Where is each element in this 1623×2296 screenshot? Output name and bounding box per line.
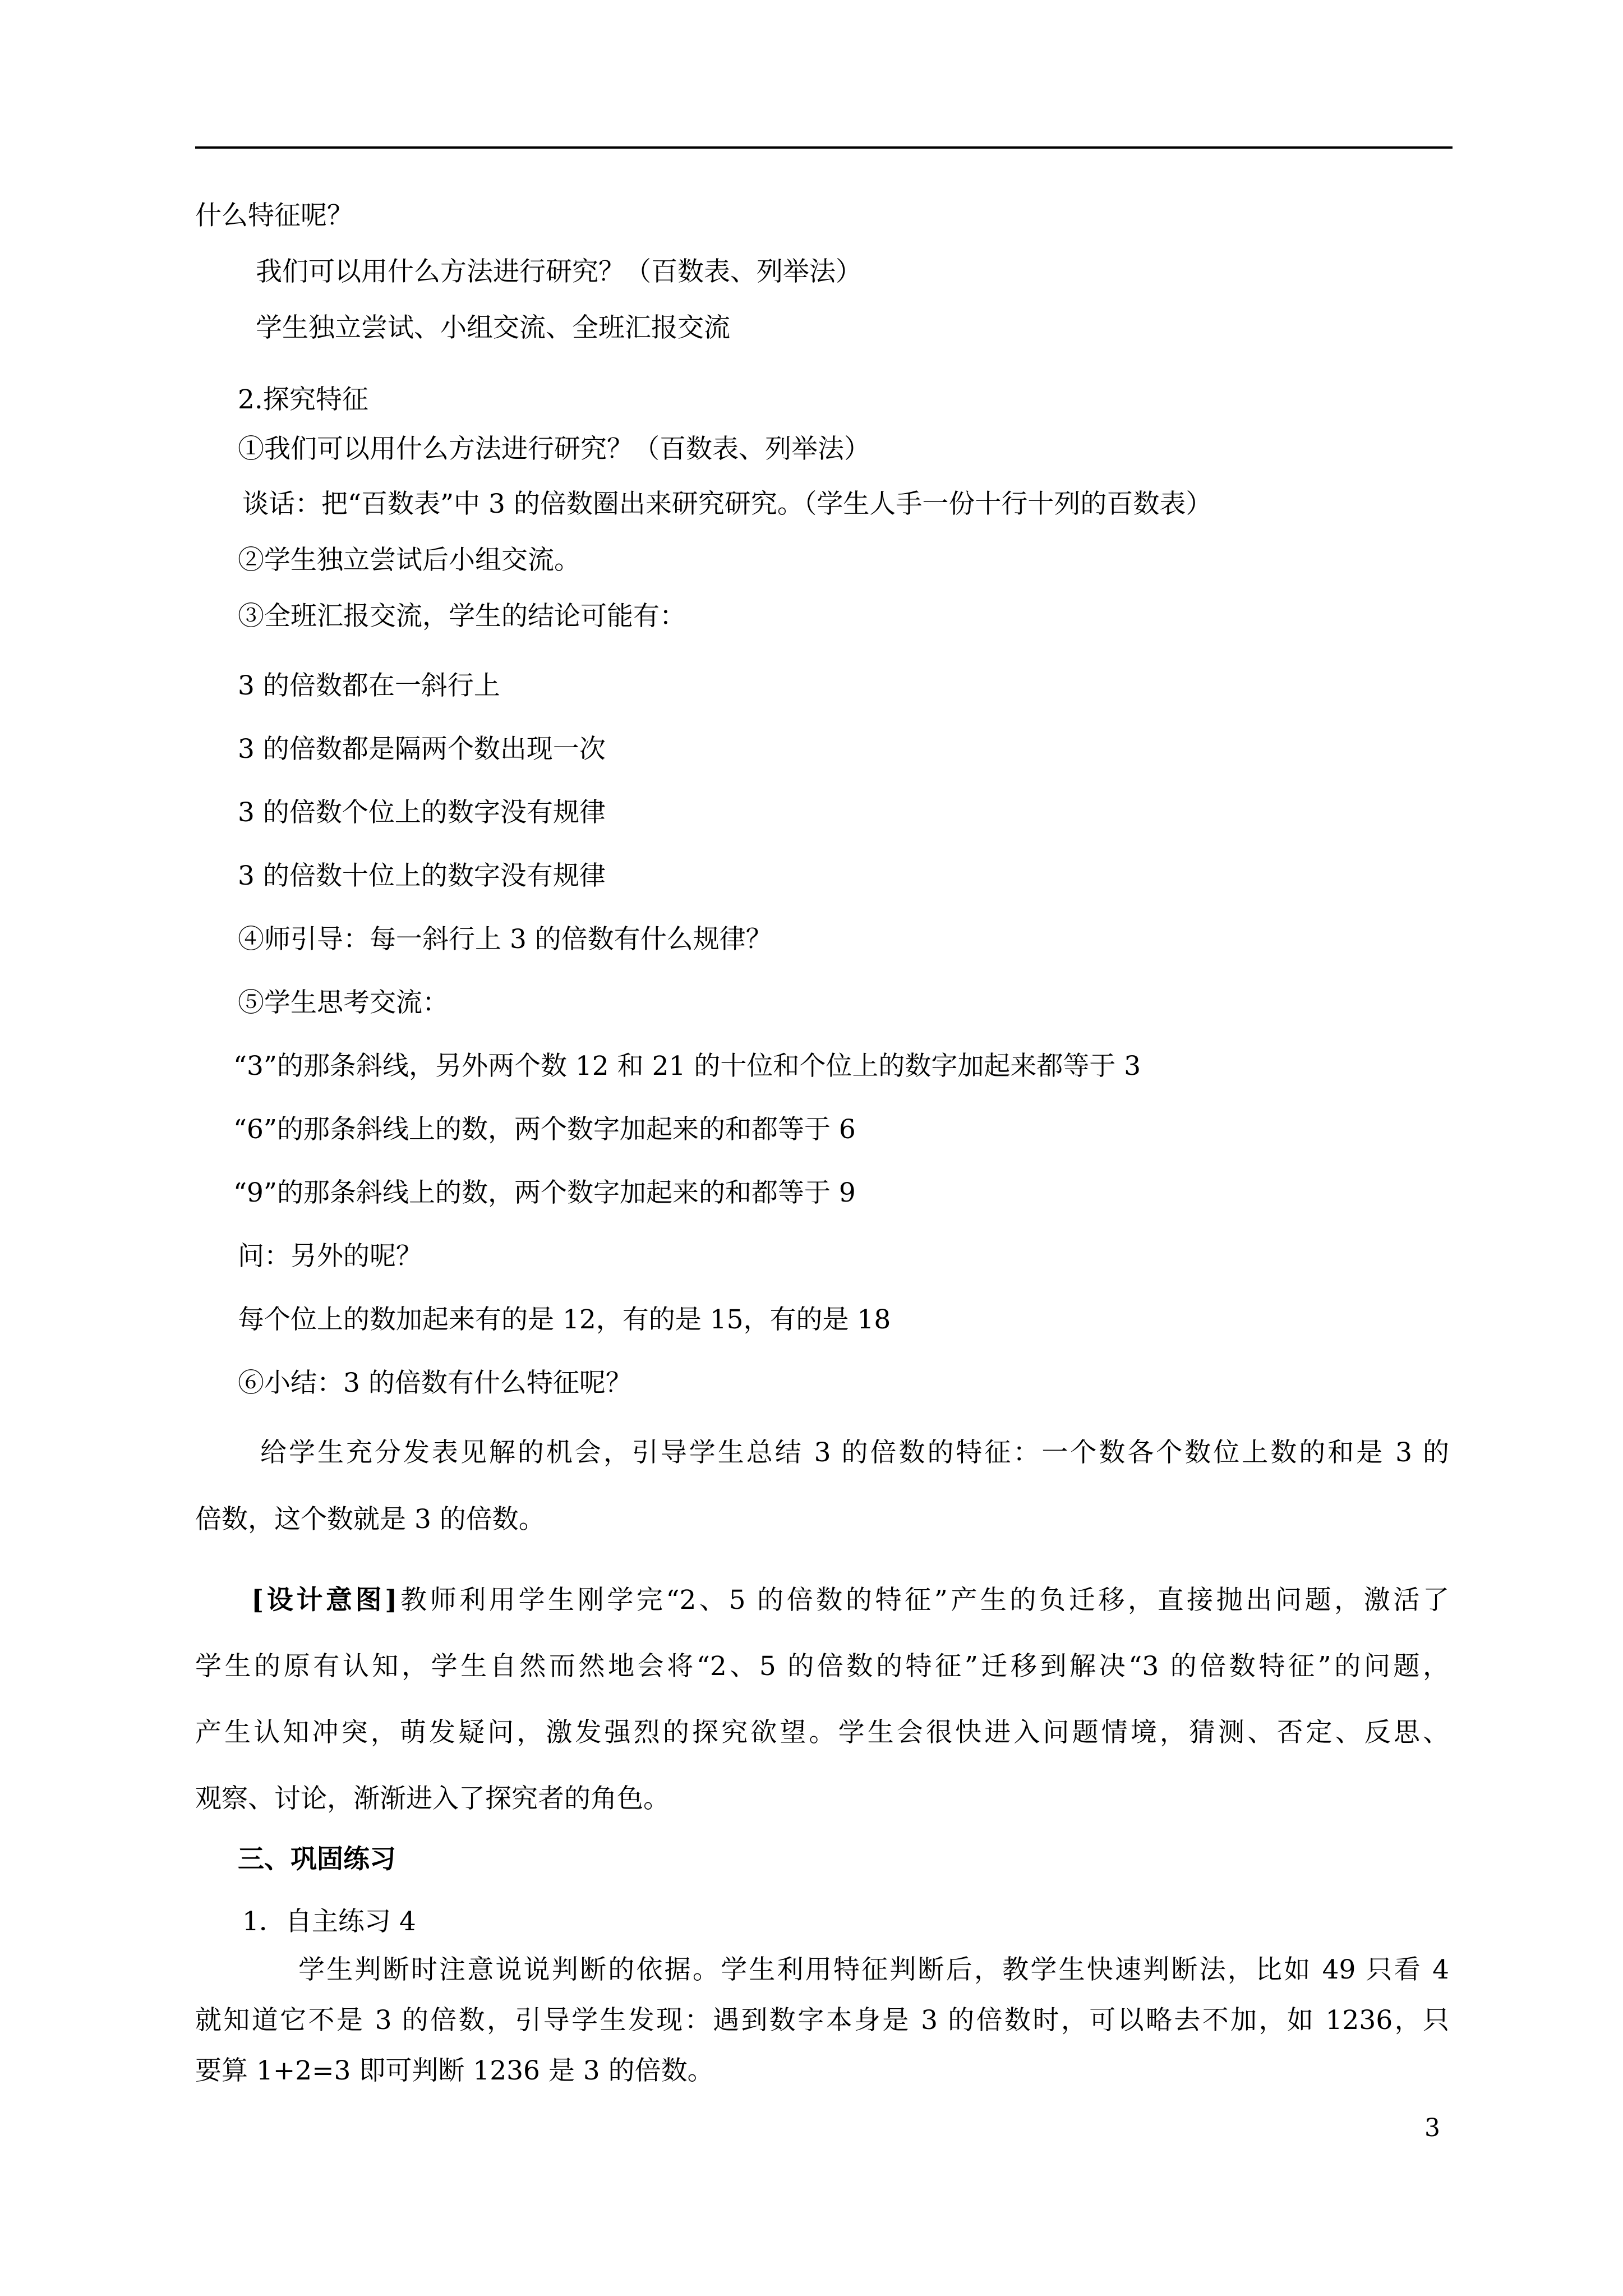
- list-item: 3 的倍数都在一斜行上: [238, 670, 500, 701]
- text-line: “3”的那条斜线，另外两个数 12 和 21 的十位和个位上的数字加起来都等于 3: [233, 1051, 1141, 1082]
- design-intent-text: 教师利用学生刚学完“2、5 的倍数的特征”产生的负迁移，直接抛出问题，激活了: [397, 1585, 1449, 1616]
- text-line: “6”的那条斜线上的数，两个数字加起来的和都等于 6: [233, 1114, 856, 1145]
- section-heading: 2.探究特征: [238, 384, 368, 415]
- text-line: ③全班汇报交流，学生的结论可能有：: [238, 601, 686, 632]
- text-line: ⑤学生思考交流：: [238, 987, 449, 1018]
- text-line: 就知道它不是 3 的倍数，引导学生发现：遇到数字本身是 3 的倍数时，可以略去不加，如 1236，只: [195, 2005, 1449, 2036]
- text-line: ①我们可以用什么方法进行研究？（百数表、列举法）: [238, 434, 870, 464]
- text-line: ⑥小结：3 的倍数有什么特征呢？: [238, 1368, 632, 1398]
- text-line: 什么特征呢？: [195, 200, 353, 231]
- text-line: 观察、讨论，渐渐进入了探究者的角色。: [195, 1783, 670, 1814]
- design-intent-line: [251, 1584, 1449, 1617]
- text-line: 倍数，这个数就是 3 的倍数。: [195, 1504, 545, 1535]
- text-line: 我们可以用什么方法进行研究？（百数表、列举法）: [256, 256, 862, 287]
- text-line: ②学生独立尝试后小组交流。: [238, 545, 580, 576]
- text-line: 给学生充分发表见解的机会，引导学生总结 3 的倍数的特征：一个数各个数位上数的和是 3 的: [260, 1437, 1449, 1468]
- text-line: 每个位上的数加起来有的是 12，有的是 15，有的是 18: [238, 1304, 891, 1335]
- header-rule: [195, 146, 1453, 149]
- text-line: “9”的那条斜线上的数，两个数字加起来的和都等于 9: [233, 1177, 856, 1208]
- design-intent-label: [设计意图]: [251, 1585, 398, 1616]
- text-line: 问：另外的呢？: [238, 1241, 422, 1272]
- text-line: 要算 1+2=3 即可判断 1236 是 3 的倍数。: [195, 2055, 714, 2086]
- text-line: 产生认知冲突，萌发疑问，激发强烈的探究欲望。学生会很快进入问题情境，猜测、否定、反思、: [195, 1717, 1449, 1748]
- section-heading: 三、巩固练习: [238, 1844, 396, 1875]
- text-line: 谈话：把“百数表”中 3 的倍数圈出来研究研究。（学生人手一份十行十列的百数表）: [242, 489, 1212, 519]
- subsection-heading: 1．自主练习 4: [242, 1906, 416, 1937]
- page-number: 3: [1424, 2114, 1440, 2142]
- list-item: 3 的倍数十位上的数字没有规律: [238, 861, 606, 891]
- text-line: ④师引导：每一斜行上 3 的倍数有什么规律？: [238, 924, 772, 955]
- text-line: 学生的原有认知，学生自然而然地会将“2、5 的倍数的特征”迁移到解决“3 的倍数特征”的问题，: [195, 1651, 1449, 1682]
- text-line: 学生判断时注意说说判断的依据。学生利用特征判断后，教学生快速判断法，比如 49 只看 4: [298, 1954, 1449, 1985]
- list-item: 3 的倍数个位上的数字没有规律: [238, 797, 606, 828]
- text-line: 学生独立尝试、小组交流、全班汇报交流: [256, 312, 730, 343]
- list-item: 3 的倍数都是隔两个数出现一次: [238, 734, 606, 765]
